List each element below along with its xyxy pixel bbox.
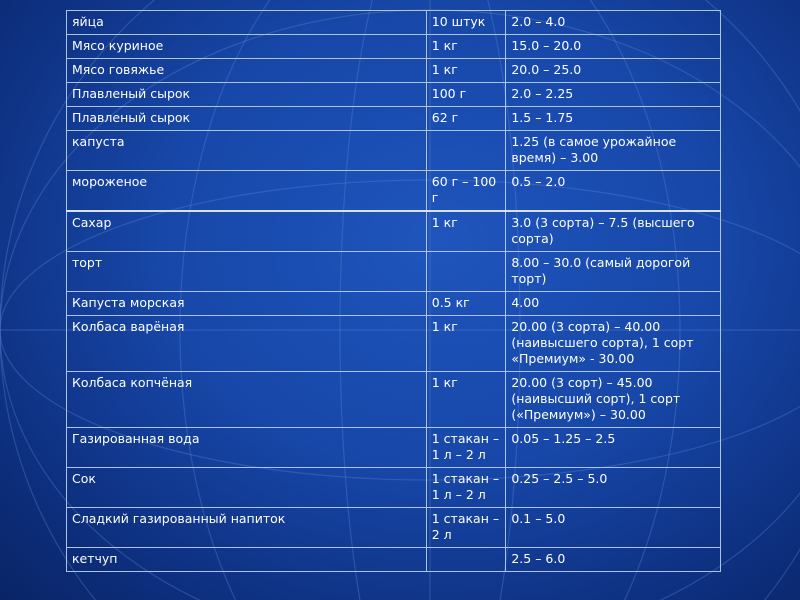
price-range-cell: 2.0 – 4.0 <box>506 11 721 35</box>
price-range-cell: 3.0 (3 сорта) – 7.5 (высшего сорта) <box>506 211 721 252</box>
item-name-cell: Газированная вода <box>67 428 427 468</box>
item-name-cell: Колбаса варёная <box>67 316 427 372</box>
table-row <box>67 508 721 548</box>
quantity-cell: 1 кг <box>426 316 506 372</box>
table-row <box>67 107 721 131</box>
table-row <box>67 316 721 372</box>
item-name-cell: Плавленый сырок <box>67 107 427 131</box>
table-row <box>67 35 721 59</box>
quantity-cell: 1 стакан – 2 л <box>426 508 506 548</box>
quantity-cell <box>426 252 506 292</box>
item-name-cell: капуста <box>67 131 427 171</box>
quantity-cell: 1 кг <box>426 211 506 252</box>
price-range-cell: 20.00 (3 сорта) – 40.00 (наивысшего сорта), 1 сорт «Премиум» - 30.00 <box>506 316 721 372</box>
table-row <box>67 468 721 508</box>
price-range-cell: 1.25 (в самое урожайное время) – 3.00 <box>506 131 721 171</box>
price-range-cell: 2.0 – 2.25 <box>506 83 721 107</box>
quantity-cell: 100 г <box>426 83 506 107</box>
quantity-cell <box>426 548 506 572</box>
price-range-cell: 1.5 – 1.75 <box>506 107 721 131</box>
item-name-cell: кетчуп <box>67 548 427 572</box>
price-range-cell: 0.1 – 5.0 <box>506 508 721 548</box>
price-range-cell: 20.00 (3 сорт) – 45.00 (наивысший сорт), 1 сорт («Премиум») – 30.00 <box>506 372 721 428</box>
quantity-cell <box>426 131 506 171</box>
price-table <box>66 10 721 572</box>
quantity-cell: 1 стакан – 1 л – 2 л <box>426 428 506 468</box>
price-range-cell: 20.0 – 25.0 <box>506 59 721 83</box>
quantity-cell: 10 штук <box>426 11 506 35</box>
price-range-cell: 4.00 <box>506 292 721 316</box>
price-range-cell: 0.05 – 1.25 – 2.5 <box>506 428 721 468</box>
quantity-cell: 1 кг <box>426 59 506 83</box>
quantity-cell: 1 стакан – 1 л – 2 л <box>426 468 506 508</box>
table-row <box>67 548 721 572</box>
item-name-cell: Сладкий газированный напиток <box>67 508 427 548</box>
price-range-cell: 0.5 – 2.0 <box>506 171 721 212</box>
price-range-cell: 8.00 – 30.0 (самый дорогой торт) <box>506 252 721 292</box>
price-range-cell: 15.0 – 20.0 <box>506 35 721 59</box>
item-name-cell: торт <box>67 252 427 292</box>
item-name-cell: Сок <box>67 468 427 508</box>
quantity-cell: 1 кг <box>426 35 506 59</box>
item-name-cell: Мясо куриное <box>67 35 427 59</box>
quantity-cell: 0.5 кг <box>426 292 506 316</box>
item-name-cell: Мясо говяжье <box>67 59 427 83</box>
item-name-cell: Сахар <box>67 211 427 252</box>
item-name-cell: Капуста морская <box>67 292 427 316</box>
price-range-cell: 0.25 – 2.5 – 5.0 <box>506 468 721 508</box>
item-name-cell: яйца <box>67 11 427 35</box>
item-name-cell: Колбаса копчёная <box>67 372 427 428</box>
table-row <box>67 83 721 107</box>
item-name-cell: Плавленый сырок <box>67 83 427 107</box>
table-row <box>67 372 721 428</box>
table-row <box>67 292 721 316</box>
item-name-cell: мороженое <box>67 171 427 212</box>
quantity-cell: 62 г <box>426 107 506 131</box>
quantity-cell: 1 кг <box>426 372 506 428</box>
table-row <box>67 171 721 212</box>
price-range-cell: 2.5 – 6.0 <box>506 548 721 572</box>
table-row <box>67 252 721 292</box>
table-row <box>67 11 721 35</box>
table-row <box>67 211 721 252</box>
table-row <box>67 131 721 171</box>
table-row <box>67 428 721 468</box>
table-row <box>67 59 721 83</box>
quantity-cell: 60 г – 100 г <box>426 171 506 212</box>
